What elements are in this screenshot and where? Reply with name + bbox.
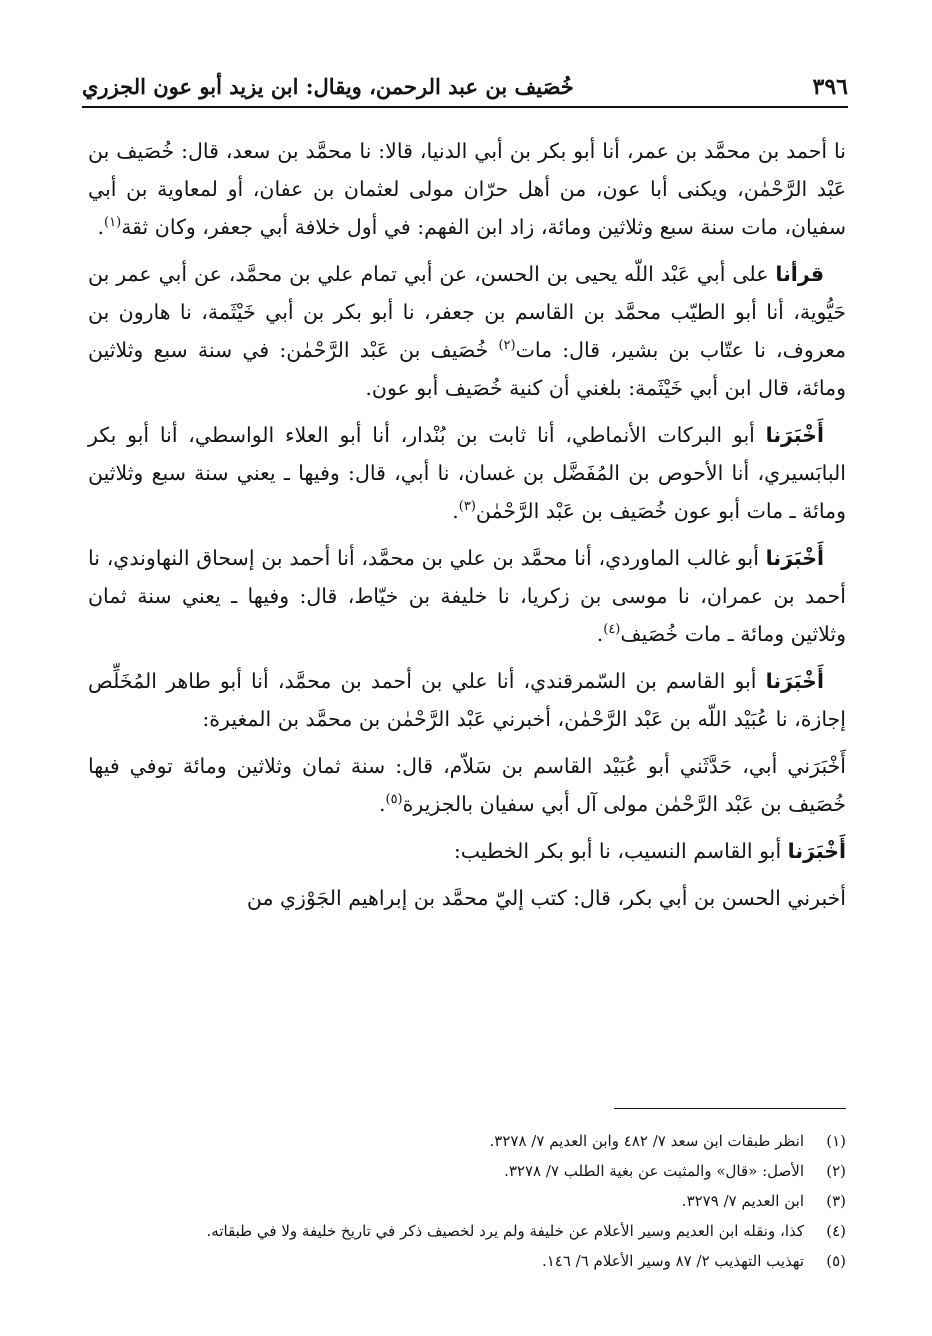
paragraph-text: أبو البركات الأنماطي، أنا ثابت بن بُنْدار، أنا أبو العلاء الواسطي، أنا أبو بكر البابَسيري، أنا الأحوص بن المُفَضَّل بن غسان، نا أبي، قال: وفيها ـ يعني سنة سبع وثلاثين ومائة ـ مات أبو عون خُصَيف بن عَبْد الرَّحْمٰن	[88, 423, 846, 523]
footnote-number: (٥)	[826, 1252, 846, 1270]
paragraph-text: أبو القاسم بن السّمرقندي، أنا علي بن أحمد بن محمَّد، أنا أبو طاهر المُخَلِّص إجازة، نا عُبَيْد اللّه بن عَبْد الرَّحْمٰن، أخبرني عَبْد الرَّحْمٰن بن محمَّد بن المغيرة:	[88, 669, 846, 731]
footnote-number: (٢)	[826, 1162, 846, 1180]
paragraph	[88, 255, 846, 407]
footnotes	[88, 1126, 846, 1276]
footnote-reference: (٤)	[603, 622, 621, 638]
main-text	[88, 132, 846, 926]
paragraph	[88, 662, 846, 738]
paragraph-tail: .	[596, 622, 604, 646]
paragraph-text: نا أحمد بن محمَّد بن عمر، أنا أبو بكر بن أبي الدنيا، قالا: نا محمَّد بن سعد، قال: خُصَيف بن عَبْد الرَّحْمٰن، ويكنى أبا عون، من أهل حرّان مولى لعثمان بن عفان، أو لمعاوية بن أبي سفيان، مات سنة سبع وثلاثين ومائة، زاد ابن الفهم: في أول خلافة أبي جعفر، وكان ثقة	[88, 139, 846, 239]
paragraph	[88, 539, 846, 653]
footnote	[88, 1216, 846, 1246]
paragraph	[88, 879, 846, 917]
running-title: خُصَيف بن عبد الرحمن، ويقال: ابن يزيد أبو عون الجزري	[82, 74, 574, 99]
paragraph-lead-word: قرأنا	[775, 262, 824, 286]
paragraph-tail: .	[452, 499, 459, 523]
page-header	[82, 70, 848, 108]
footnote-text: كذا، ونقله ابن العديم وسير الأعلام عن خليفة ولم يرد لخصيف ذكر في تاريخ خليفة ولا في طبقاته.	[206, 1222, 804, 1240]
footnote-number: (١)	[826, 1132, 846, 1150]
paragraph	[88, 132, 846, 246]
page-number: ٣٩٦	[812, 74, 848, 100]
footnote-divider	[614, 1108, 846, 1109]
paragraph	[88, 747, 846, 823]
paragraph-lead-word: أَخْبَرَنا	[765, 423, 824, 447]
footnote-reference: (٢)	[498, 338, 516, 354]
footnote-reference: (٥)	[385, 792, 403, 808]
paragraph-text: على أبي عَبْد اللّه يحيى بن الحسن، عن أبي تمام علي بن محمَّد، عن أبي عمر بن حَيُّوية، أنا أبو الطيّب محمَّد بن القاسم بن جعفر، نا أبو بكر بن أبي خَيْثَمة، نا هارون بن معروف، نا عتّاب بن بشير، قال: مات	[88, 262, 846, 362]
footnote-number: (٣)	[826, 1192, 846, 1210]
paragraph-text: أبو القاسم النسيب، نا أبو بكر الخطيب:	[453, 839, 782, 863]
footnote-text: ابن العديم ٧/ ٣٢٧٩.	[681, 1192, 804, 1210]
footnote	[88, 1186, 846, 1216]
paragraph-tail: خُصَيف بن عَبْد الرَّحْمٰن: في سنة سبع وثلاثين ومائة، قال ابن أبي خَيْثَمة: بلغني أن كنية خُصَيف أبو عون.	[88, 338, 846, 400]
paragraph-lead-word: أَخْبَرَنا	[765, 669, 824, 693]
footnote-text: انظر طبقات ابن سعد ٧/ ٤٨٢ وابن العديم ٧/ ٣٢٧٨.	[489, 1132, 804, 1150]
footnote-text: الأصل: «قال» والمثبت عن بغية الطلب ٧/ ٣٢٧٨.	[504, 1162, 804, 1180]
paragraph-tail: .	[97, 215, 105, 239]
paragraph	[88, 832, 846, 870]
paragraph	[88, 416, 846, 530]
paragraph-tail: .	[378, 792, 386, 816]
footnote-text: تهذيب التهذيب ٢/ ٨٧ وسير الأعلام ٦/ ١٤٦.	[541, 1252, 804, 1270]
footnote	[88, 1126, 846, 1156]
footnote-reference: (١)	[104, 215, 122, 231]
footnote	[88, 1156, 846, 1186]
paragraph-text: أبو غالب الماوردي، أنا محمَّد بن علي بن محمَّد، أنا أحمد بن إسحاق النهاوندي، نا أحمد بن عمران، نا موسى بن زكريا، نا خليفة بن خيّاط، قال: وفيها ـ يعني سنة ثمان وثلاثين ومائة ـ مات خُصَيف	[88, 546, 846, 646]
paragraph-lead-word: أَخْبَرَنا	[765, 546, 824, 570]
paragraph-lead-word: أَخْبَرَنا	[787, 839, 846, 863]
footnote	[88, 1246, 846, 1276]
footnote-number: (٤)	[826, 1222, 846, 1240]
footnote-reference: (٣)	[458, 499, 476, 515]
paragraph-text: أَخْبَرَني أبي، حَدَّثَني أبو عُبَيْد القاسم بن سَلاّم، قال: سنة ثمان وثلاثين ومائة توفي فيها خُصَيف بن عَبْد الرَّحْمٰن مولى آل أبي سفيان بالجزيرة	[88, 754, 846, 816]
paragraph-text: أخبرني الحسن بن أبي بكر، قال: كتب إليّ محمَّد بن إبراهيم الجَوْزي من	[246, 886, 846, 910]
